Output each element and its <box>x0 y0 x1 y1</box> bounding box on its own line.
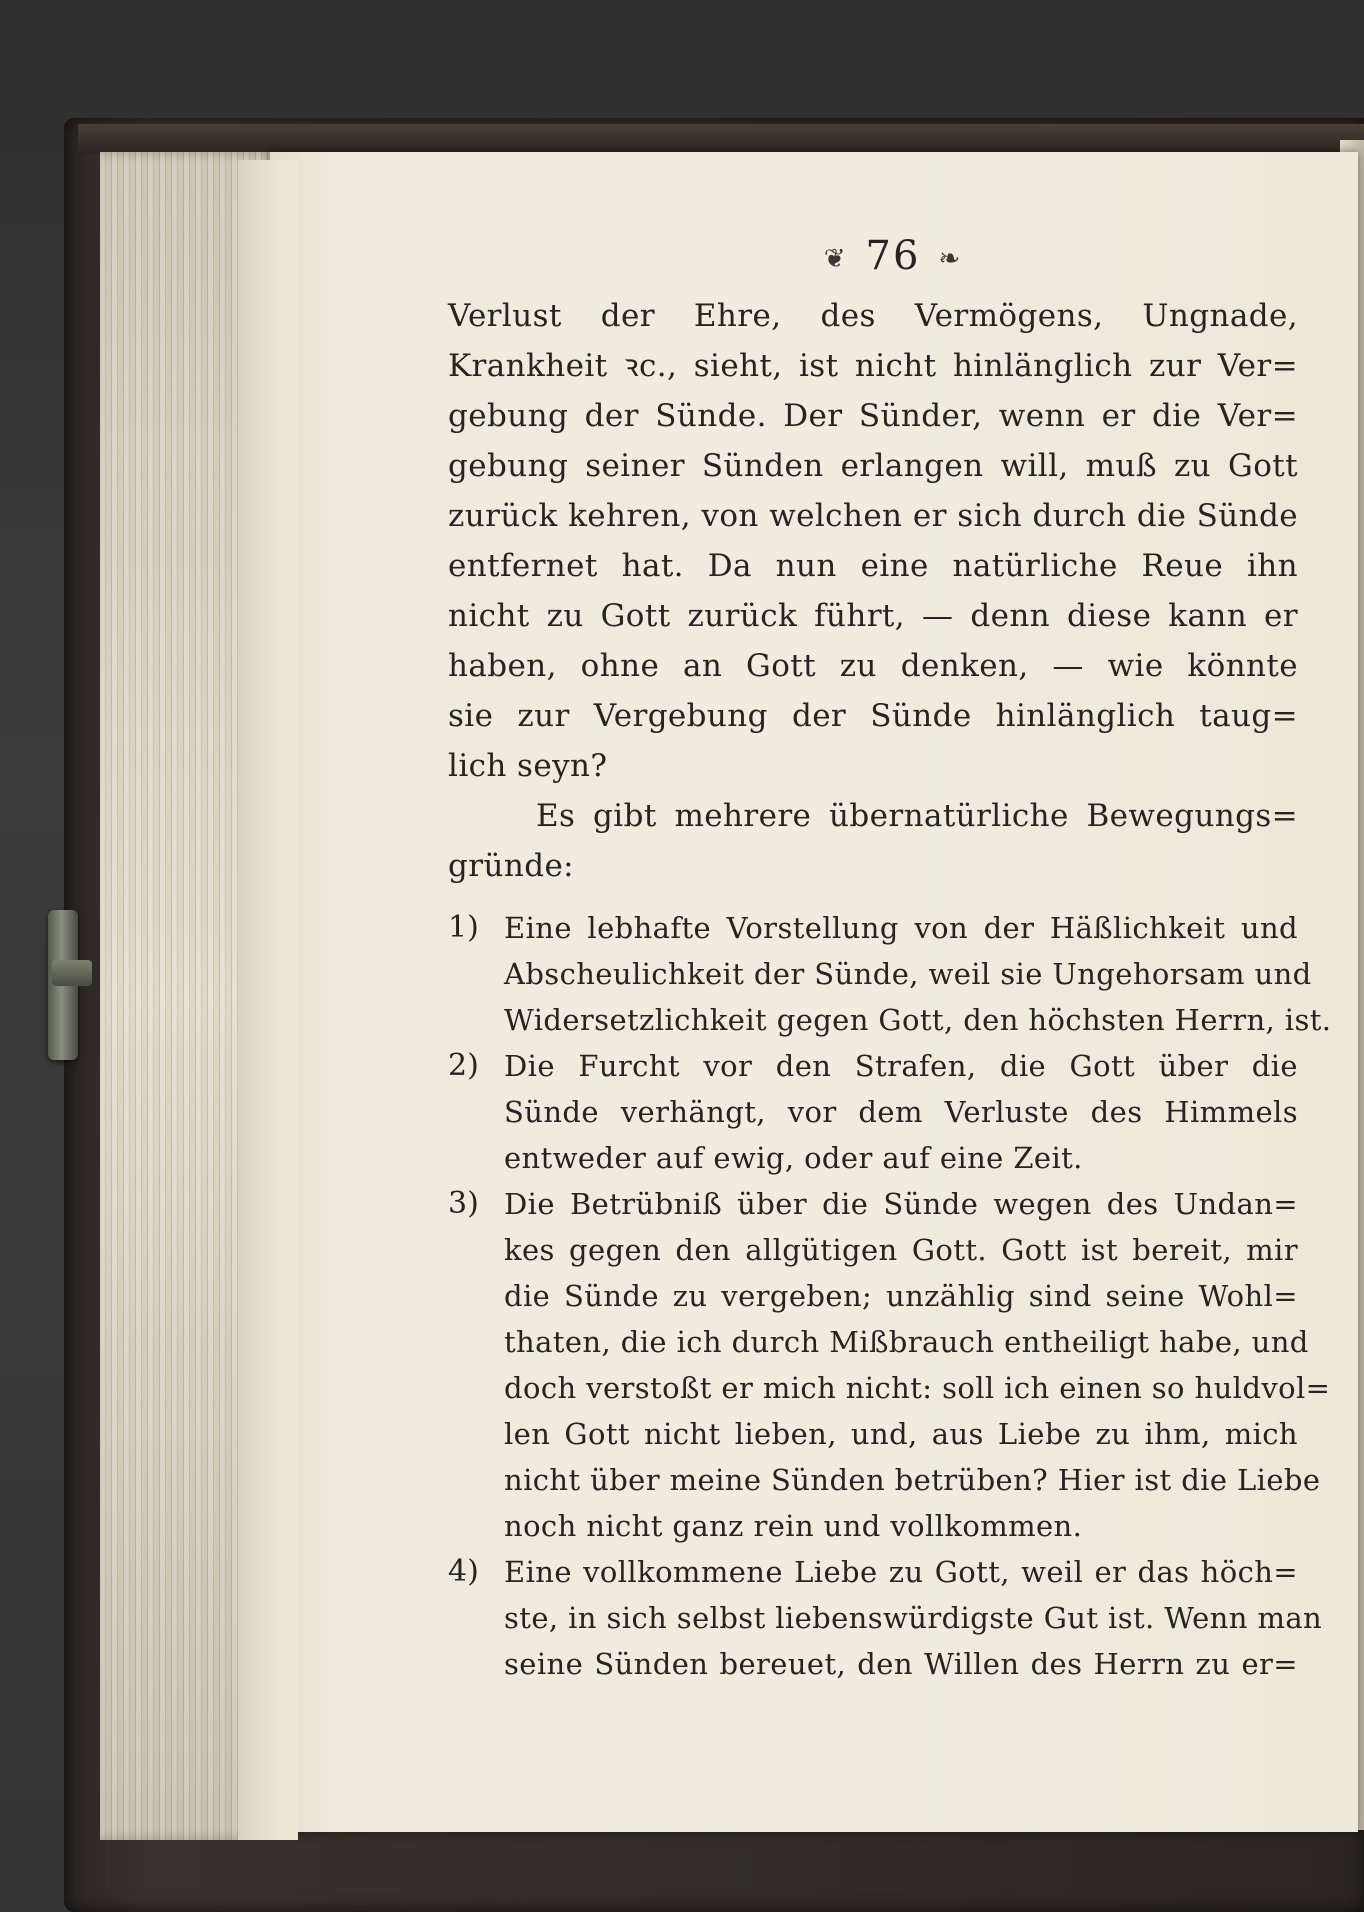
list-item-1 <box>448 905 1332 1043</box>
text-line: nicht zu Gott zurück führt, — denn diese kann er <box>448 598 1298 634</box>
text-line: Widersetzlichkeit gegen Gott, den höchsten Herrn, ist. <box>504 1003 1332 1037</box>
page-header <box>448 232 1298 283</box>
list-number: 1) <box>448 910 479 945</box>
text-line: doch verstoßt er mich nicht: soll ich einen so huldvol= <box>504 1371 1331 1405</box>
text-line: sie zur Vergebung der Sünde hinlänglich taug= <box>448 698 1298 734</box>
text-line: zurück kehren, von welchen er sich durch die Sünde <box>448 498 1298 534</box>
text-line: nicht über meine Sünden betrüben? Hier ist die Liebe <box>504 1463 1321 1497</box>
page-text <box>448 232 1332 1687</box>
clasp-knob <box>52 960 92 986</box>
text-line: noch nicht ganz rein und vollkommen. <box>504 1509 1083 1543</box>
text-line: Eine vollkommene Liebe zu Gott, weil er das höch= <box>504 1555 1298 1589</box>
text-line: gebung seiner Sünden erlangen will, muß zu Gott <box>448 448 1298 484</box>
text-line: seine Sünden bereuet, den Willen des Herrn zu er= <box>504 1647 1298 1681</box>
text-line: Abscheulichkeit der Sünde, weil sie Ungehorsam und <box>504 957 1312 991</box>
list-number: 4) <box>448 1554 479 1589</box>
text-line: Eine lebhafte Vorstellung von der Häßlichkeit und <box>504 911 1298 945</box>
list-number: 2) <box>448 1048 479 1083</box>
text-line: len Gott nicht lieben, und, aus Liebe zu ihm, mich <box>504 1417 1298 1451</box>
text-line: haben, ohne an Gott zu denken, — wie könnte <box>448 648 1298 684</box>
paragraph-1 <box>448 291 1298 791</box>
text-line: Die Furcht vor den Strafen, die Gott über die <box>504 1049 1298 1083</box>
list-item-3 <box>448 1181 1331 1549</box>
numbered-list <box>448 905 1332 1687</box>
text-line: gründe: <box>448 848 575 884</box>
page-number: 76 <box>865 233 921 279</box>
text-line: Es gibt mehrere übernatürliche Bewegungs= <box>536 798 1298 834</box>
list-item-2 <box>448 1043 1298 1181</box>
text-line: gebung der Sünde. Der Sünder, wenn er die Ver= <box>448 398 1298 434</box>
list-number: 3) <box>448 1186 479 1221</box>
text-line: Verlust der Ehre, des Vermögens, Ungnade, <box>448 298 1298 334</box>
text-line: Sünde verhängt, vor dem Verluste des Himmels <box>504 1095 1298 1129</box>
text-line: die Sünde zu vergeben; unzählig sind seine Wohl= <box>504 1279 1298 1313</box>
ornament-left-icon: ❦ <box>823 244 848 274</box>
text-line: Krankheit ꝛc., sieht, ist nicht hinlänglich zur Ver= <box>448 348 1298 384</box>
text-line: kes gegen den allgütigen Gott. Gott ist bereit, mir <box>504 1233 1298 1267</box>
page-gutter <box>238 160 298 1840</box>
text-line: Die Betrübniß über die Sünde wegen des Undan= <box>504 1187 1298 1221</box>
text-line: entweder auf ewig, oder auf eine Zeit. <box>504 1141 1083 1175</box>
text-line: thaten, die ich durch Mißbrauch entheiligt habe, und <box>504 1325 1309 1359</box>
list-item-4 <box>448 1549 1323 1687</box>
ornament-right-icon: ❧ <box>938 244 963 274</box>
paragraph-2 <box>448 791 1298 891</box>
text-line: lich seyn? <box>448 748 608 784</box>
text-line: ste, in sich selbst liebenswürdigste Gut ist. Wenn man <box>504 1601 1323 1635</box>
book-cover-top-edge <box>78 124 1364 154</box>
text-line: entfernet hat. Da nun eine natürliche Reue ihn <box>448 548 1298 584</box>
